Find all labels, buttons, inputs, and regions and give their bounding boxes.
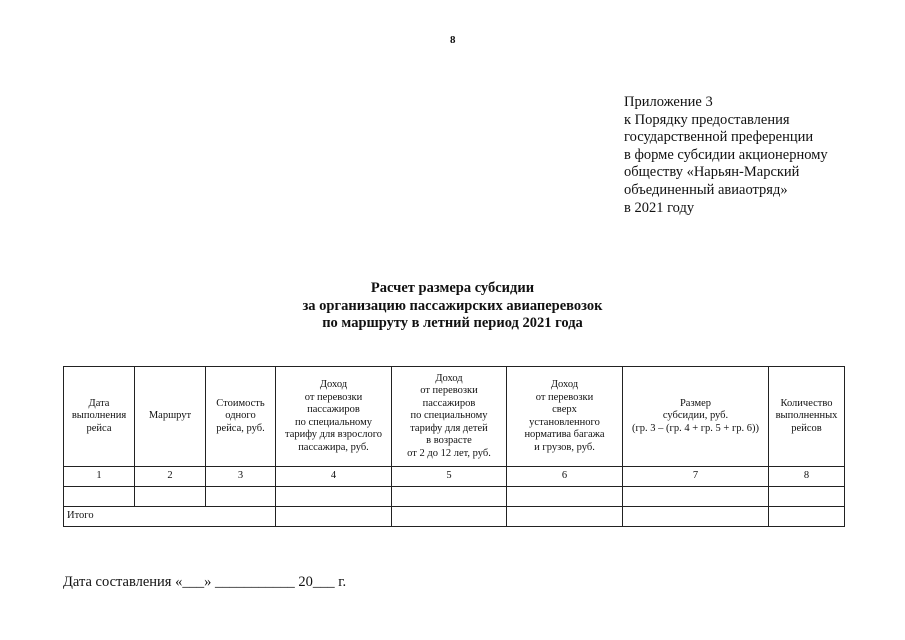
title-line: Расчет размера субсидии bbox=[370, 280, 535, 296]
data-cell bbox=[64, 487, 135, 507]
total-cell bbox=[623, 507, 769, 527]
appendix-note bbox=[624, 94, 884, 217]
total-cell bbox=[507, 507, 623, 527]
total-cell bbox=[392, 507, 507, 527]
header-text: от перевозки bbox=[420, 385, 478, 397]
header-text: установленного bbox=[529, 416, 600, 428]
data-cell bbox=[769, 487, 845, 507]
header-text: Количество bbox=[780, 397, 833, 409]
header-text: от 2 до 12 лет, руб. bbox=[407, 447, 491, 459]
header-text: (гр. 3 – (гр. 4 + гр. 5 + гр. 6)) bbox=[631, 422, 760, 434]
header-text: сверх bbox=[552, 404, 577, 415]
header-text: Размер bbox=[679, 397, 712, 409]
data-cell bbox=[623, 487, 769, 507]
header-cell-route bbox=[135, 367, 206, 467]
compilation-date-line: Дата составления «___» ___________ 20___ г. bbox=[63, 574, 347, 590]
header-text: норматива багажа bbox=[524, 429, 605, 440]
data-cell bbox=[507, 487, 623, 507]
header-text: одного bbox=[225, 410, 256, 422]
appendix-line: государственной преференции bbox=[624, 129, 814, 146]
appendix-line: в форме субсидии акционерному bbox=[624, 146, 828, 163]
header-text: рейса, руб. bbox=[216, 422, 265, 434]
header-text: Дата bbox=[88, 397, 110, 409]
data-cell bbox=[206, 487, 276, 507]
appendix-line: в 2021 году bbox=[624, 199, 695, 216]
title-line: по маршруту в летний период 2021 года bbox=[322, 315, 583, 331]
data-cell bbox=[392, 487, 507, 507]
header-text: Доход bbox=[319, 379, 348, 390]
header-text: пассажиров bbox=[307, 404, 360, 415]
header-cell-flight-cost bbox=[206, 367, 276, 467]
total-cell bbox=[769, 507, 845, 527]
header-text: по специальному bbox=[294, 416, 373, 428]
header-text: в возрасте bbox=[426, 435, 472, 447]
header-cell-baggage-income bbox=[507, 367, 623, 467]
total-cell bbox=[276, 507, 392, 527]
document-title bbox=[200, 280, 705, 333]
header-text: по специальному bbox=[410, 410, 488, 422]
header-cell-flights-count bbox=[769, 367, 845, 467]
header-row bbox=[64, 367, 845, 467]
total-label: Итого bbox=[64, 507, 276, 527]
header-text: выполнения bbox=[71, 410, 127, 422]
header-text: от перевозки bbox=[304, 391, 363, 403]
column-number-row bbox=[64, 467, 845, 487]
total-row bbox=[64, 507, 845, 527]
header-text: пассажира, руб. bbox=[298, 441, 369, 453]
header-text: рейса bbox=[86, 422, 112, 434]
column-number: 2 bbox=[135, 467, 206, 487]
column-number: 7 bbox=[623, 467, 769, 487]
header-text: тарифу для взрослого bbox=[284, 429, 382, 440]
appendix-line: обществу «Нарьян-Марский bbox=[624, 164, 800, 181]
appendix-line: к Порядку предоставления bbox=[624, 111, 790, 128]
header-text: от перевозки bbox=[535, 391, 594, 403]
column-number: 5 bbox=[392, 467, 507, 487]
title-line: за организацию пассажирских авиаперевозок bbox=[302, 297, 603, 314]
header-cell-date bbox=[64, 367, 135, 467]
column-number: 4 bbox=[276, 467, 392, 487]
header-text: рейсов bbox=[791, 422, 822, 434]
header-text: субсидии, руб. bbox=[662, 410, 729, 422]
column-number: 6 bbox=[507, 467, 623, 487]
subsidy-calculation-table bbox=[63, 366, 845, 527]
column-number: 3 bbox=[206, 467, 276, 487]
header-text: Стоимость bbox=[216, 397, 265, 409]
header-text: и грузов, руб. bbox=[534, 441, 595, 453]
header-cell-child-income bbox=[392, 367, 507, 467]
appendix-line: Приложение 3 bbox=[624, 94, 713, 110]
header-text: тарифу для детей bbox=[410, 422, 488, 434]
data-row-empty bbox=[64, 487, 845, 507]
header-cell-subsidy-amount bbox=[623, 367, 769, 467]
header-text: выполненных bbox=[775, 410, 838, 422]
column-number: 1 bbox=[64, 467, 135, 487]
page-number: 8 bbox=[450, 34, 456, 46]
header-text: Доход bbox=[435, 372, 463, 384]
column-number: 8 bbox=[769, 467, 845, 487]
data-cell bbox=[135, 487, 206, 507]
appendix-line: объединенный авиаотряд» bbox=[624, 181, 788, 198]
header-text: Маршрут bbox=[148, 410, 192, 422]
header-cell-adult-income bbox=[276, 367, 392, 467]
header-text: Доход bbox=[550, 379, 579, 390]
data-cell bbox=[276, 487, 392, 507]
header-text: пассажиров bbox=[422, 397, 476, 409]
